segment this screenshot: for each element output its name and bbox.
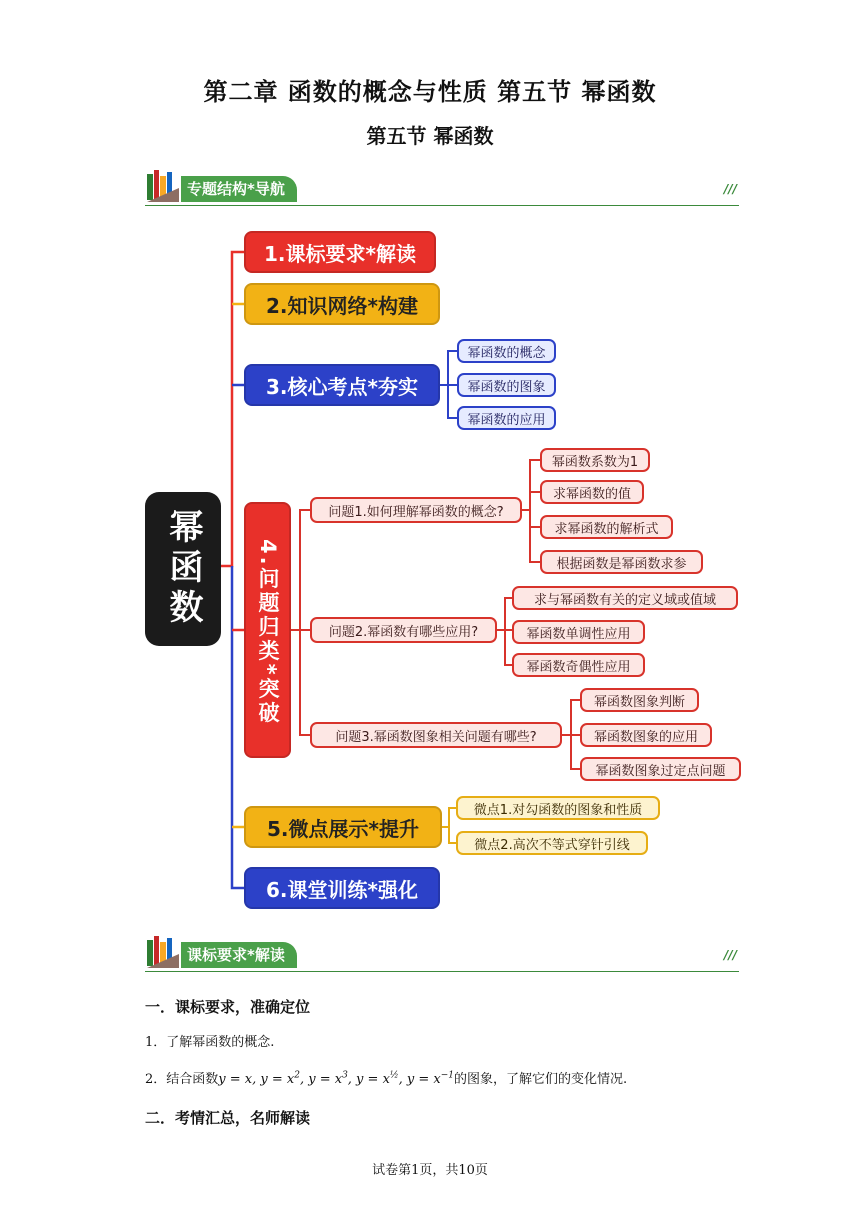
q2-item: 求与幂函数有关的定义域或值域 (512, 586, 738, 610)
item-2-prefix: 2．结合函数 (145, 1072, 219, 1087)
branch-3: 3.核心考点*夯实 (244, 364, 440, 406)
section-slashes: /// (723, 948, 737, 962)
page-title: 第二章 函数的概念与性质 第五节 幂函数 (203, 77, 657, 106)
q2-item: 幂函数奇偶性应用 (512, 653, 645, 677)
b5-item: 微点2.高次不等式穿针引线 (456, 831, 648, 855)
question-3: 问题3.幂函数图象相关问题有哪些? (310, 722, 562, 748)
q3-item: 幂函数图象过定点问题 (580, 757, 741, 781)
item-2-suffix: 的图象，了解它们的变化情况. (454, 1072, 628, 1087)
section-label: 课标要求*解读 (181, 942, 297, 968)
q2-item: 幂函数单调性应用 (512, 620, 645, 644)
q1-item: 求幂函数的解析式 (540, 515, 673, 539)
branch-2: 2.知识网络*构建 (244, 283, 440, 325)
branch-1: 1.课标要求*解读 (244, 231, 436, 273)
page-footer: 试卷第1页，共10页 (372, 1163, 488, 1178)
q1-item: 根据函数是幂函数求参 (540, 550, 703, 574)
b3-item-application: 幂函数的应用 (457, 406, 556, 430)
question-2: 问题2.幂函数有哪些应用? (310, 617, 497, 643)
page-subtitle: 第五节 幂函数 (366, 124, 494, 148)
root-label: 幂函数 (163, 509, 203, 629)
heading-requirements: 一．课标要求，准确定位 (145, 998, 311, 1016)
branch-4 (244, 502, 291, 758)
b3-item-concept: 幂函数的概念 (457, 339, 556, 363)
mindmap-root (145, 492, 221, 646)
section-label: 专题结构*导航 (181, 176, 297, 202)
item-1: 1．了解幂函数的概念. (145, 1035, 275, 1050)
branch-6: 6.课堂训练*强化 (244, 867, 440, 909)
branch-4-label: 4.问题归类*突破 (256, 538, 280, 726)
q1-item: 求幂函数的值 (540, 480, 644, 504)
section-slashes: /// (723, 182, 737, 196)
formula: y = x, $y = x^2$, $y = x^3$, $y = x^{\frac{1}{2}}$, $y = x^{-1}$ (218, 1070, 455, 1087)
books-icon (145, 934, 181, 970)
b3-item-graph: 幂函数的图象 (457, 373, 556, 397)
q1-item: 幂函数系数为1 (540, 448, 650, 472)
question-1: 问题1.如何理解幂函数的概念? (310, 497, 522, 523)
b5-item: 微点1.对勾函数的图象和性质 (456, 796, 660, 820)
branch-5: 5.微点展示*提升 (244, 806, 442, 848)
q3-item: 幂函数图象的应用 (580, 723, 712, 747)
heading-analysis: 二．考情汇总，名师解读 (145, 1109, 311, 1127)
q3-item: 幂函数图象判断 (580, 688, 699, 712)
section-header-curriculum (145, 934, 739, 974)
item-2 (145, 1068, 627, 1087)
